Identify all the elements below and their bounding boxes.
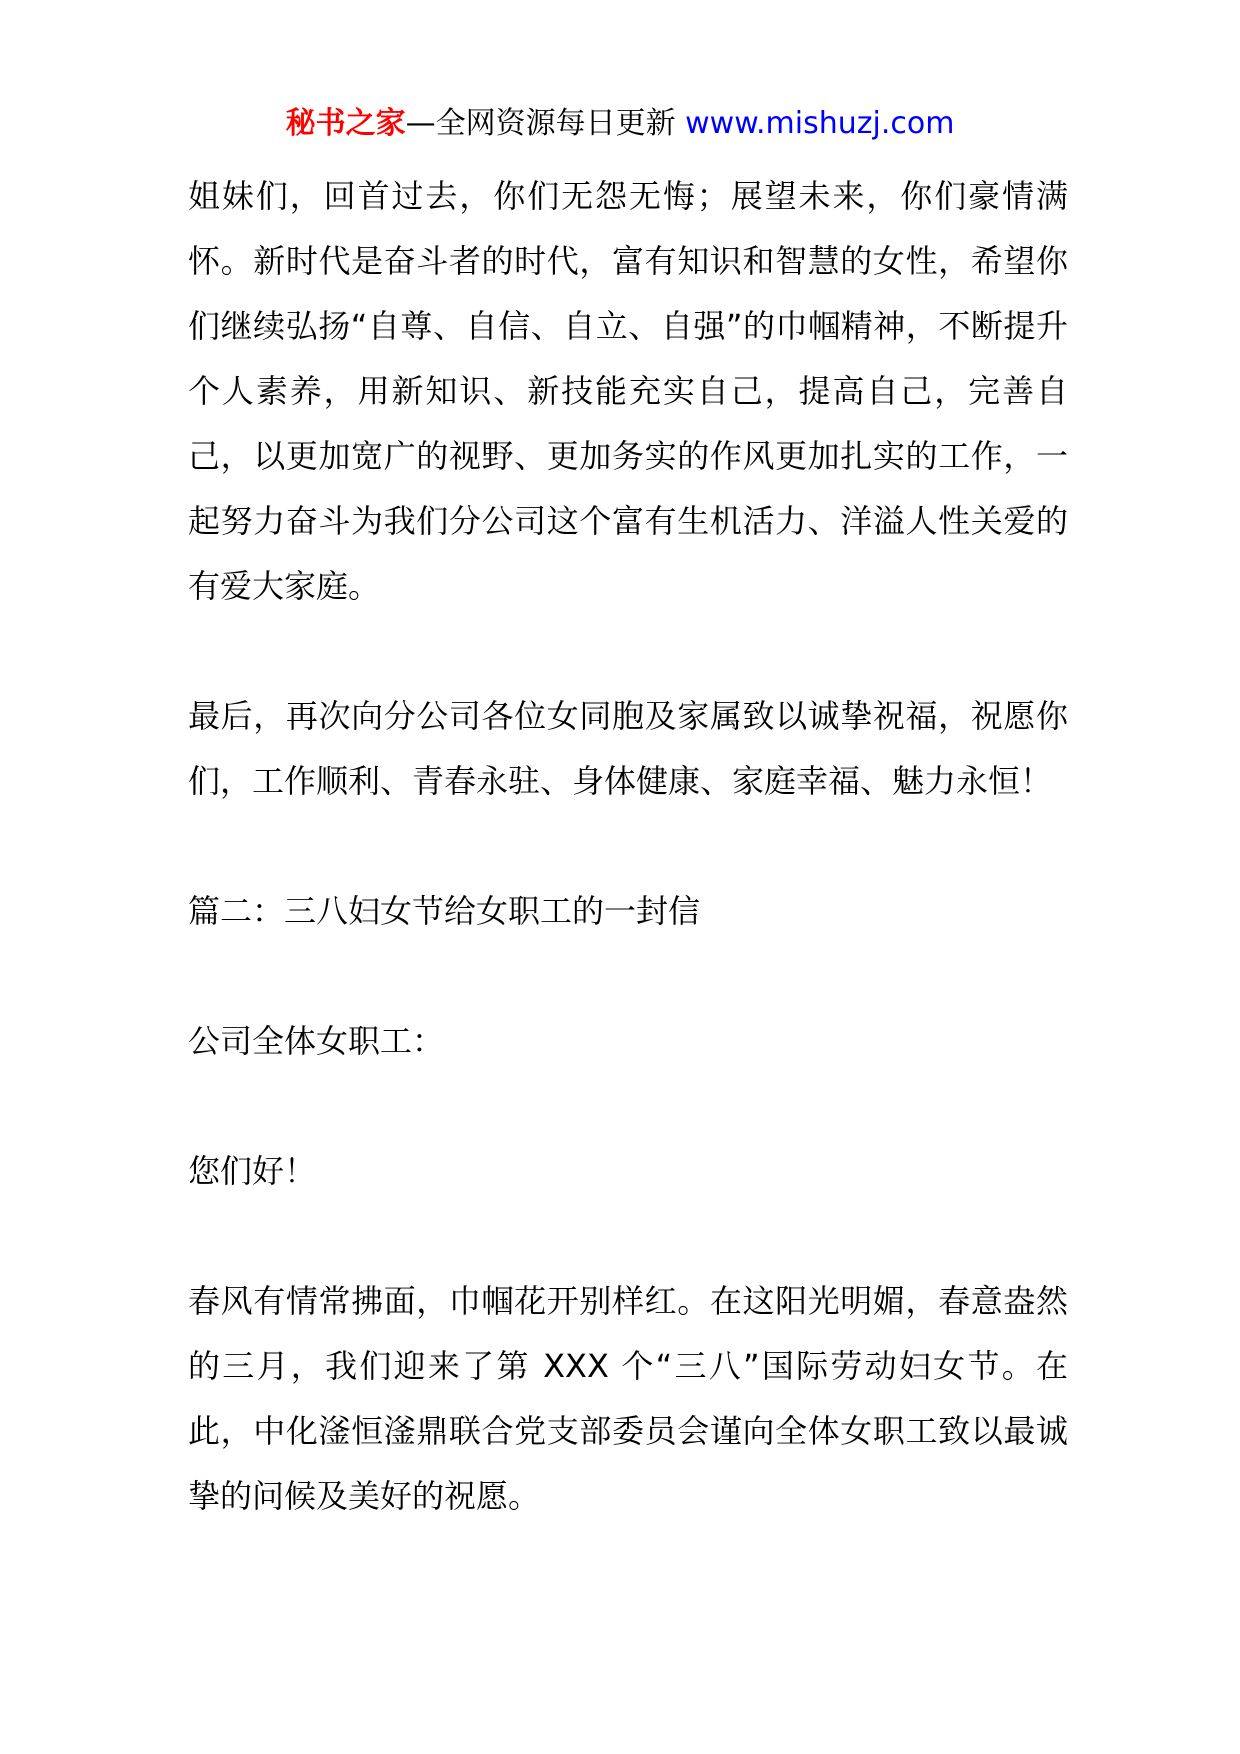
document-body [188,164,1068,1529]
header-tagline: —全网资源每日更新 [405,106,676,141]
letter-greeting: 您们好！ [188,1152,317,1190]
letter-salutation: 公司全体女职工： [188,1022,445,1060]
paragraph-letter-body: 春风有情常拂面，巾帼花开别样红。在这阳光明媚，春意盎然的三月，我们迎来了第 XXX 个“三八”国际劳动妇女节。在此，中化滏恒滏鼎联合党支部委员会谨向全体女职工致以最诚挚的问候及美好的祝愿。 [188,1282,1068,1515]
brand-name: 秘书之家 [285,106,406,141]
page-header [0,100,1240,148]
section-heading: 篇二：三八妇女节给女职工的一封信 [188,892,701,930]
paragraph-blessing-intro: 姐妹们，回首过去，你们无怨无悔；展望未来，你们豪情满怀。新时代是奋斗者的时代，富有知识和智慧的女性，希望你们继续弘扬“自尊、自信、自立、自强”的巾帼精神，不断提升个人素养，用新知识、新技能充实自己，提高自己，完善自己，以更加宽广的视野、更加务实的作风更加扎实的工作，一起努力奋斗为我们分公司这个富有生机活力、洋溢人性关爱的有爱大家庭。 [188,177,1068,605]
site-url-link[interactable]: www.mishuzj.com [685,106,955,141]
paragraph-closing-wishes: 最后，再次向分公司各位女同胞及家属致以诚挚祝福，祝愿你们，工作顺利、青春永驻、身体健康、家庭幸福、魅力永恒！ [188,697,1068,800]
